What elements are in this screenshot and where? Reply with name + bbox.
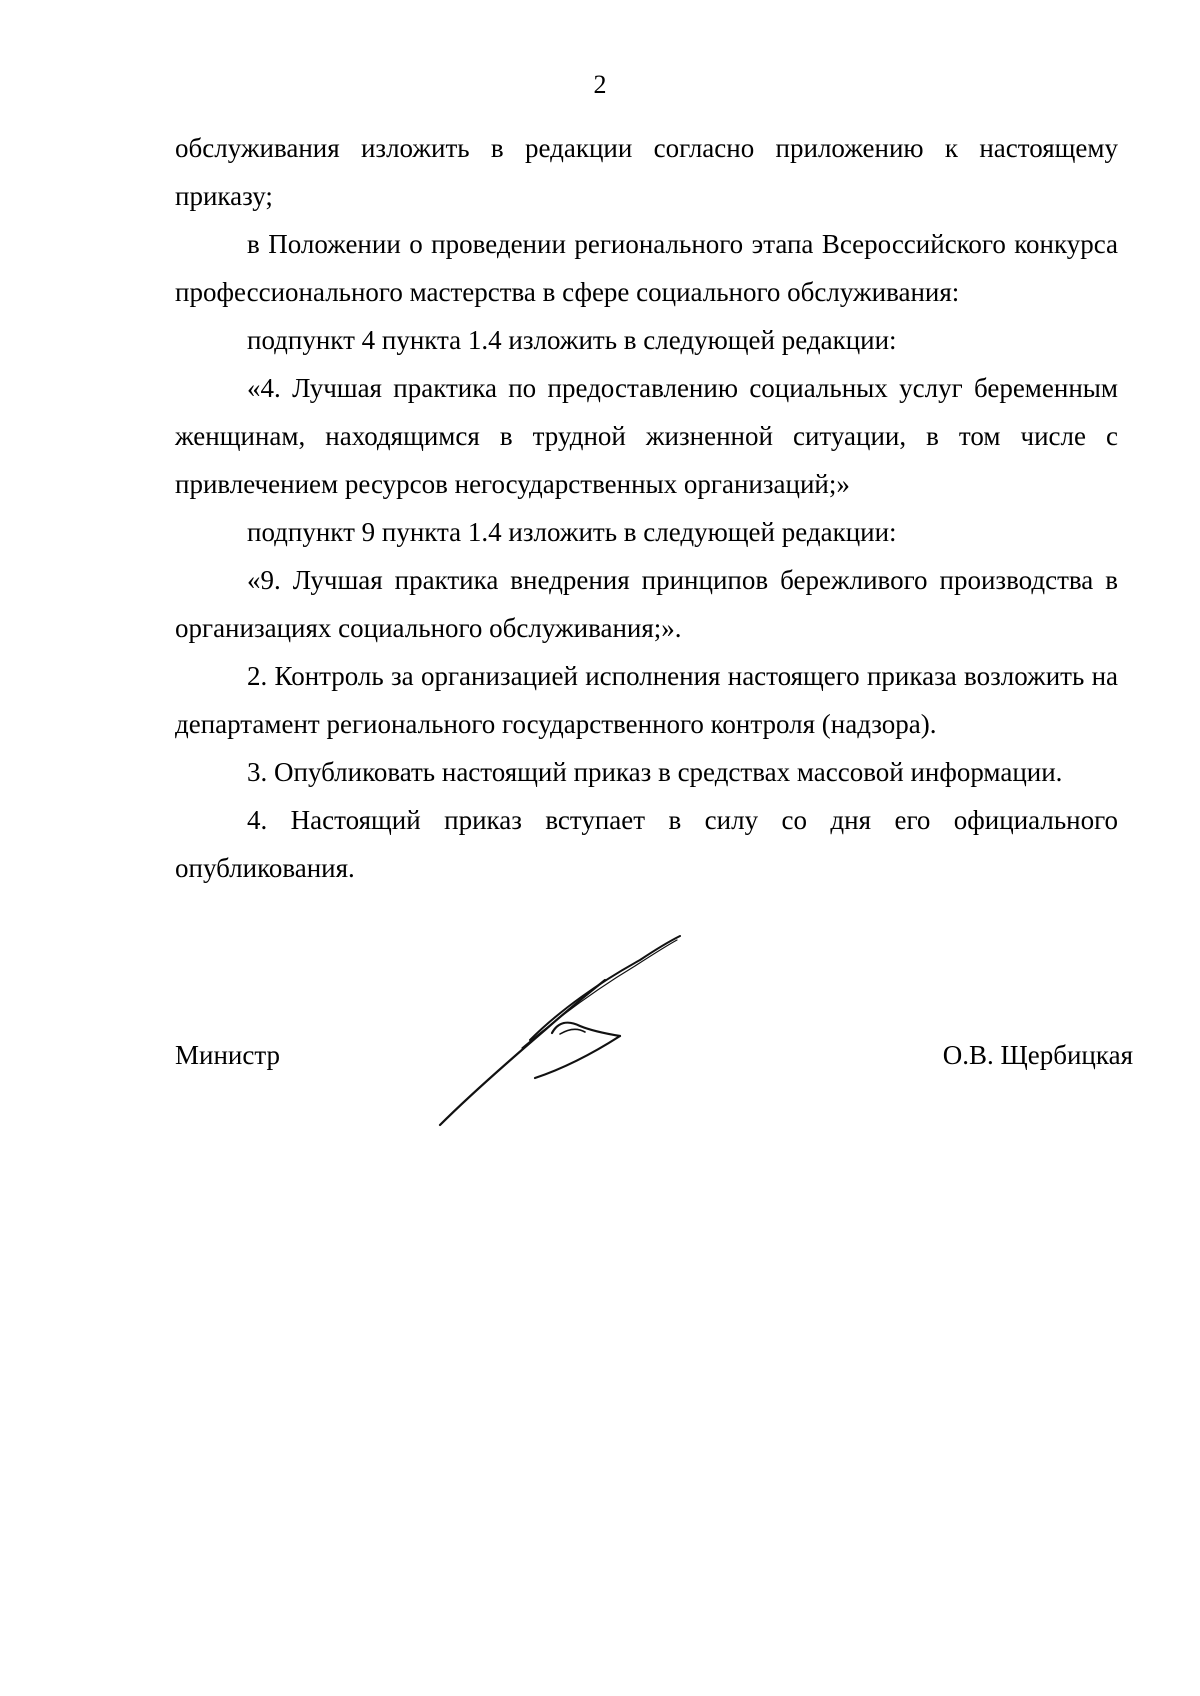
paragraph-continuation: обслуживания изложить в редакции согласно приложению к настоящему приказу; xyxy=(175,133,1118,211)
paragraph-regulation-amendment: в Положении о проведении регионального этапа Всероссийского конкурса профессионального мастерства в сфере социального обслуживания: xyxy=(175,229,1118,307)
page-number: 2 xyxy=(593,70,607,99)
document-body xyxy=(175,124,1118,892)
handwritten-signature xyxy=(430,930,730,1140)
paragraph-item-4-effective: 4. Настоящий приказ вступает в силу со дня его официального опубликования. xyxy=(175,805,1118,883)
paragraph-subpoint-4-intro: подпункт 4 пункта 1.4 изложить в следующей редакции: xyxy=(247,325,897,355)
paragraph-subpoint-4-text: «4. Лучшая практика по предоставлению социальных услуг беременным женщинам, находящимся в трудной жизненной ситуации, в том числе с привлечением ресурсов негосударственных организаций;» xyxy=(175,373,1118,499)
signatory-title: Министр xyxy=(175,1040,280,1070)
paragraph-item-3-publish: 3. Опубликовать настоящий приказ в средствах массовой информации. xyxy=(247,757,1063,787)
paragraph-item-2-control: 2. Контроль за организацией исполнения настоящего приказа возложить на департамент регионального государственного контроля (надзора). xyxy=(175,661,1118,739)
paragraph-subpoint-9-intro: подпункт 9 пункта 1.4 изложить в следующей редакции: xyxy=(247,517,897,547)
paragraph-subpoint-9-text: «9. Лучшая практика внедрения принципов бережливого производства в организациях социального обслуживания;». xyxy=(175,565,1118,643)
signatory-name: О.В. Щербицкая xyxy=(942,1040,1133,1070)
